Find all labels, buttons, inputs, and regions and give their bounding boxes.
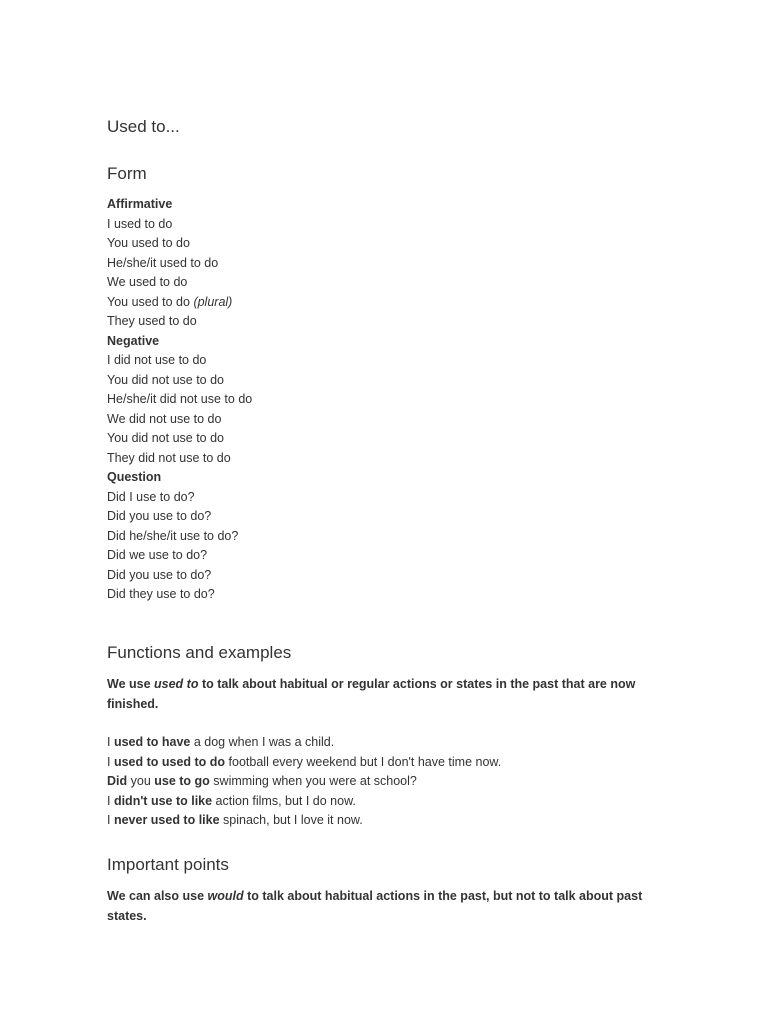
example-emphasis: never used to like	[113, 813, 220, 827]
important-intro-text: to talk about habitual actions in the past, but not to talk about past states.	[107, 889, 643, 923]
affirmative-line: They used to do	[107, 314, 197, 328]
example-text: I	[107, 793, 114, 808]
negative-label: Negative	[107, 333, 160, 348]
important-heading: Important points	[107, 855, 229, 874]
question-line: Did they use to do?	[107, 587, 215, 601]
question-line: Did we use to do?	[107, 548, 208, 562]
affirmative-line-text: You used to do	[107, 294, 190, 309]
page-title: Used to...	[107, 117, 180, 136]
functions-intro-text: We use	[107, 677, 155, 691]
negative-line: He/she/it did not use to do	[107, 392, 253, 406]
negative-line: We did not use to do	[107, 411, 222, 426]
negative-line: You did not use to do	[107, 372, 224, 387]
example-line	[107, 811, 501, 831]
example-text: a dog when I was a child.	[190, 735, 335, 749]
example-text: spinach, but I love it now.	[219, 813, 363, 827]
example-line	[107, 792, 501, 812]
example-text: I	[107, 813, 114, 827]
affirmative-line: You used to do	[107, 236, 190, 250]
functions-intro-emphasis: used to	[154, 677, 199, 691]
example-text: I	[107, 754, 114, 769]
example-line	[107, 733, 501, 753]
form-section	[107, 195, 252, 605]
form-heading: Form	[107, 164, 147, 183]
example-text: football every weekend but I don't have time now.	[225, 754, 502, 769]
affirmative-line: I used to do	[107, 216, 173, 231]
question-line: Did he/she/it use to do?	[107, 528, 239, 543]
affirmative-line: He/she/it used to do	[107, 255, 219, 270]
plural-note: (plural)	[193, 294, 233, 309]
example-emphasis: use to go	[154, 774, 210, 788]
negative-line: I did not use to do	[107, 353, 207, 367]
important-intro-emphasis: would	[207, 889, 244, 903]
functions-intro	[107, 675, 657, 714]
affirmative-line: We used to do	[107, 275, 188, 289]
example-emphasis: Did	[107, 774, 128, 788]
important-intro-text: We can also use	[107, 889, 208, 903]
example-text: you	[127, 774, 155, 788]
functions-heading: Functions and examples	[107, 643, 292, 662]
question-line: Did you use to do?	[107, 567, 212, 582]
negative-line: You did not use to do	[107, 431, 224, 445]
affirmative-label: Affirmative	[107, 197, 173, 211]
example-emphasis: used to have	[113, 735, 191, 749]
functions-intro-text: to talk about habitual or regular actions or states in the past that are now finished.	[107, 677, 636, 711]
question-line: Did you use to do?	[107, 509, 212, 523]
negative-line: They did not use to do	[107, 450, 231, 465]
example-text: action films, but I do now.	[212, 793, 356, 808]
question-label: Question	[107, 470, 162, 484]
example-line	[107, 772, 501, 792]
example-emphasis: didn't use to like	[113, 793, 213, 808]
example-line	[107, 753, 501, 773]
example-text: swimming when you were at school?	[209, 774, 417, 788]
question-line: Did I use to do?	[107, 489, 195, 504]
affirmative-line-plural	[107, 293, 252, 313]
example-emphasis: used to used to do	[113, 754, 226, 769]
example-text: I	[107, 735, 114, 749]
important-intro	[107, 887, 657, 926]
examples-list	[107, 733, 501, 831]
